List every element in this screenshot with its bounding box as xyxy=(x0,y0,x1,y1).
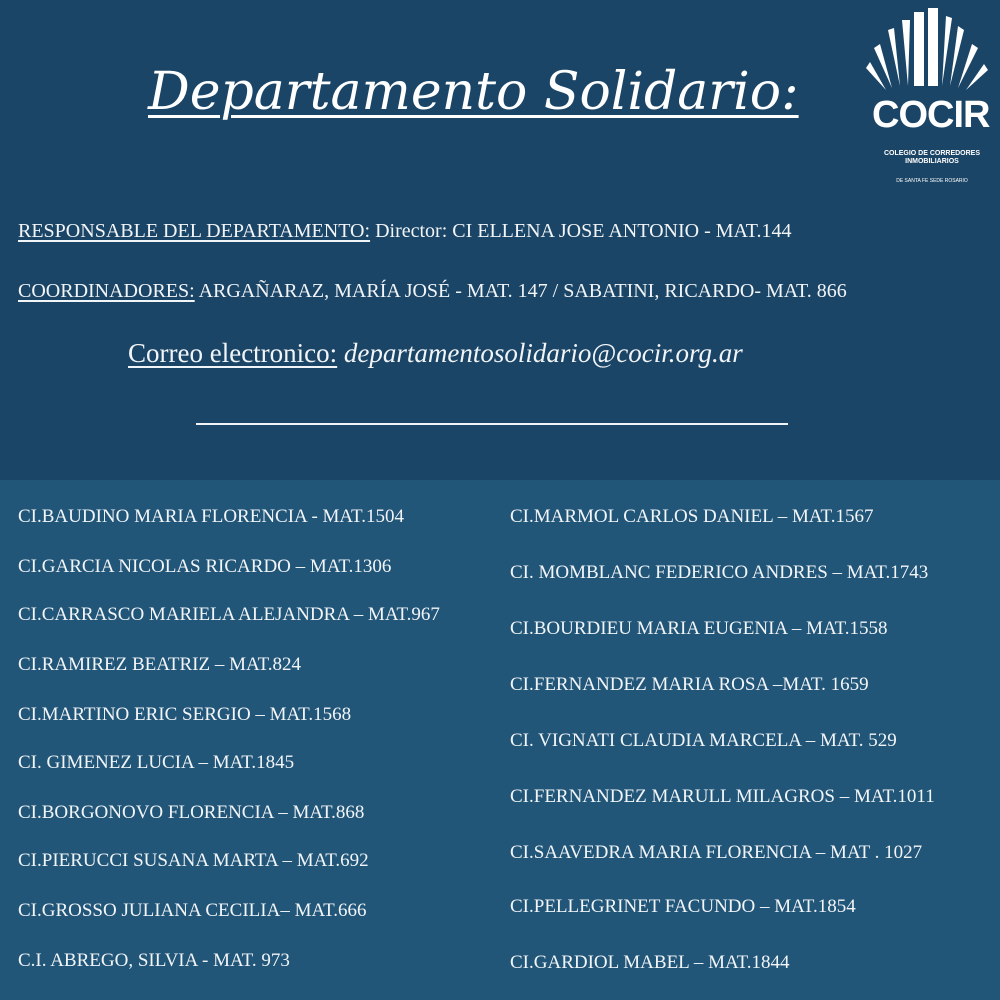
member-left-2: CI.GARCIA NICOLAS RICARDO – MAT.1306 xyxy=(18,556,392,577)
member-right-4: CI.FERNANDEZ MARIA ROSA –MAT. 1659 xyxy=(510,674,869,695)
logo-name: COCIR xyxy=(872,94,990,136)
divider xyxy=(196,423,788,425)
email-label: Correo electronico: xyxy=(128,338,338,368)
member-right-1: CI.MARMOL CARLOS DANIEL – MAT.1567 xyxy=(510,506,874,527)
page-title: Departamento Solidario: xyxy=(148,62,799,122)
member-left-7: CI.BORGONOVO FLORENCIA – MAT.868 xyxy=(18,802,365,823)
member-right-3: CI.BOURDIEU MARIA EUGENIA – MAT.1558 xyxy=(510,618,888,639)
email-line xyxy=(128,338,743,369)
responsable-label: RESPONSABLE DEL DEPARTAMENTO: xyxy=(18,220,371,242)
member-right-2: CI. MOMBLANC FEDERICO ANDRES – MAT.1743 xyxy=(510,562,929,583)
responsable-value: Director: CI ELLENA JOSE ANTONIO - MAT.144 xyxy=(370,220,792,242)
member-left-1: CI.BAUDINO MARIA FLORENCIA - MAT.1504 xyxy=(18,506,404,527)
member-left-9: CI.GROSSO JULIANA CECILIA– MAT.666 xyxy=(18,900,367,921)
member-left-6: CI. GIMENEZ LUCIA – MAT.1845 xyxy=(18,752,295,773)
member-right-5: CI. VIGNATI CLAUDIA MARCELA – MAT. 529 xyxy=(510,730,897,751)
coordinadores-label: COORDINADORES: xyxy=(18,280,195,302)
coordinadores-line xyxy=(18,280,847,303)
coordinadores-value: ARGAÑARAZ, MARÍA JOSÉ - MAT. 147 / SABATINI, RICARDO- MAT. 866 xyxy=(194,280,847,302)
responsable-line xyxy=(18,220,792,243)
member-right-6: CI.FERNANDEZ MARULL MILAGROS – MAT.1011 xyxy=(510,786,935,807)
member-left-5: CI.MARTINO ERIC SERGIO – MAT.1568 xyxy=(18,704,352,725)
member-right-7: CI.SAAVEDRA MARIA FLORENCIA – MAT . 1027 xyxy=(510,842,923,863)
member-left-10: C.I. ABREGO, SILVIA - MAT. 973 xyxy=(18,950,290,971)
logo-subtitle: COLEGIO DE CORREDORES INMOBILIARIOS xyxy=(883,150,981,165)
member-left-3: CI.CARRASCO MARIELA ALEJANDRA – MAT.967 xyxy=(18,604,440,625)
member-left-8: CI.PIERUCCI SUSANA MARTA – MAT.692 xyxy=(18,850,369,871)
logo-subtitle-2: DE SANTA FE SEDE ROSARIO xyxy=(896,178,968,184)
member-right-8: CI.PELLEGRINET FACUNDO – MAT.1854 xyxy=(510,896,856,917)
email-link[interactable]: departamentosolidario@cocir.org.ar xyxy=(337,338,743,368)
member-left-4: CI.RAMIREZ BEATRIZ – MAT.824 xyxy=(18,654,302,675)
member-right-9: CI.GARDIOL MABEL – MAT.1844 xyxy=(510,952,790,973)
